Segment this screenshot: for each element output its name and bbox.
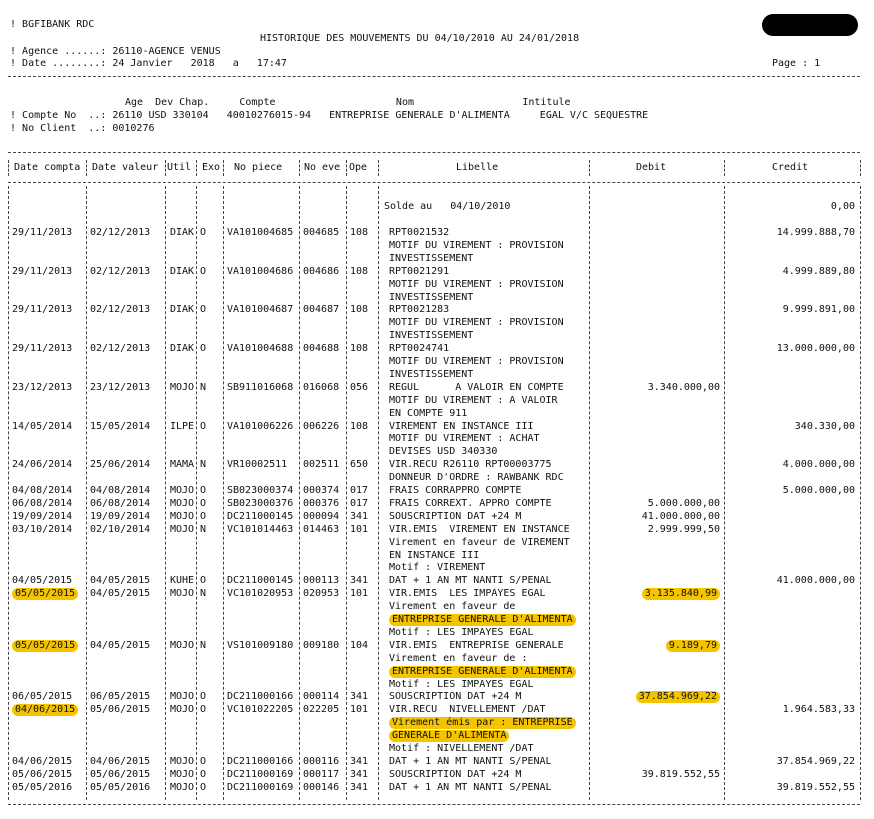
column-divider (724, 186, 725, 800)
row-libelle-line: DAT + 1 AN MT NANTI S/PENAL (389, 575, 552, 587)
row-no-eve: 000094 (303, 510, 340, 522)
row-ope: 341 (350, 755, 369, 767)
separator (8, 76, 860, 77)
row-no-piece: VA101004686 (227, 265, 294, 277)
row-exo: O (200, 485, 207, 496)
row-no-piece: DC211000166 (227, 691, 294, 703)
row-no-piece: DC211000145 (227, 575, 294, 587)
row-no-eve: 000376 (303, 497, 340, 509)
row-libelle-line: SOUSCRIPTION DAT +24 M (389, 691, 522, 703)
row-libelle-line: SOUSCRIPTION DAT +24 M (389, 510, 522, 522)
row-date-valeur: 02/12/2013 (90, 304, 151, 316)
row-no-piece: VA101004687 (227, 304, 294, 316)
solde-credit: 0,00 (830, 201, 855, 212)
row-util: DIAK (170, 265, 195, 277)
row-libelle-line: Motif : LES IMPAYES EGAL (389, 626, 534, 638)
row-exo: O (200, 704, 207, 716)
row-no-eve: 014463 (303, 523, 340, 535)
row-no-piece: VC101022205 (227, 704, 294, 716)
column-divider (196, 186, 197, 800)
row-debit: 9.189,79 (666, 640, 720, 652)
row-credit: 13.000.000,00 (776, 343, 855, 355)
row-debit: 3.340.000,00 (647, 381, 720, 393)
row-no-eve: 000116 (303, 755, 340, 767)
row-exo: O (200, 575, 207, 587)
row-exo: N (200, 523, 207, 535)
row-ope: 341 (350, 510, 369, 522)
row-libelle-line: VIR.EMIS ENTREPRISE GENERALE (389, 639, 564, 651)
row-date-compta: 19/09/2014 (12, 510, 73, 522)
row-libelle-line: RPT0024741 (389, 343, 450, 355)
row-exo: O (200, 781, 207, 793)
row-date-valeur: 02/12/2013 (90, 343, 151, 355)
separator (8, 804, 860, 805)
row-date-valeur: 02/12/2013 (90, 265, 151, 277)
row-util: DIAK (170, 343, 195, 355)
row-libelle-line: RPT0021532 (389, 227, 450, 238)
column-divider (346, 160, 347, 176)
row-date-valeur: 06/08/2014 (90, 497, 151, 509)
row-libelle-line: Motif : NIVELLEMENT /DAT (389, 743, 534, 754)
row-no-eve: 020953 (303, 588, 340, 600)
row-libelle-line: Motif : VIREMENT (389, 562, 486, 574)
row-date-compta: 29/11/2013 (12, 304, 73, 316)
row-ope: 108 (350, 227, 369, 238)
row-util: MOJO (170, 704, 195, 716)
column-divider (86, 160, 87, 176)
row-libelle-line: MOTIF DU VIREMENT : PROVISION (389, 239, 564, 251)
column-divider (860, 186, 861, 800)
row-no-piece: VC101020953 (227, 588, 294, 600)
row-util: MOJO (170, 755, 195, 767)
row-date-valeur: 06/05/2015 (90, 691, 151, 703)
row-ope: 108 (350, 420, 369, 432)
row-date-compta: 23/12/2013 (12, 381, 73, 393)
column-divider (165, 160, 166, 176)
row-no-eve: 000113 (303, 575, 340, 587)
row-ope: 017 (350, 497, 369, 509)
column-divider (860, 160, 861, 176)
row-libelle-line: Virement en faveur de (389, 601, 516, 613)
row-no-eve: 009180 (303, 639, 340, 651)
column-divider (8, 160, 9, 176)
row-date-valeur: 02/10/2014 (90, 523, 151, 535)
row-credit: 9.999.891,00 (782, 304, 855, 316)
row-date-valeur: 02/12/2013 (90, 227, 151, 238)
row-no-eve: 004687 (303, 304, 340, 316)
page-number: Page : 1 (772, 58, 821, 69)
row-exo: O (200, 691, 207, 703)
row-credit: 39.819.552,55 (776, 781, 855, 793)
row-no-piece: VR10002511 (227, 459, 288, 471)
row-date-valeur: 04/06/2015 (90, 755, 151, 767)
row-date-compta: 05/05/2015 (12, 640, 78, 652)
row-ope: 108 (350, 343, 369, 355)
row-ope: 101 (350, 588, 369, 600)
row-date-compta: 29/11/2013 (12, 343, 73, 355)
column-divider (346, 186, 347, 800)
row-no-eve: 004686 (303, 265, 340, 277)
column-divider (299, 186, 300, 800)
row-date-valeur: 04/05/2015 (90, 639, 151, 651)
row-libelle-line: INVESTISSEMENT (389, 330, 474, 342)
row-libelle-line: VIREMENT EN INSTANCE III (389, 420, 534, 432)
row-libelle-line: MOTIF DU VIREMENT : PROVISION (389, 278, 564, 290)
row-libelle-line: ENTREPRISE GENERALE D'ALIMENTA (389, 666, 576, 678)
row-util: MAMA (170, 459, 195, 471)
row-ope: 108 (350, 304, 369, 316)
row-libelle-line: FRAIS CORREXT. APPRO COMPTE (389, 497, 552, 509)
row-credit: 4.000.000,00 (782, 459, 855, 471)
row-ope: 341 (350, 575, 369, 587)
row-libelle-line: Virement en faveur de VIREMENT (389, 536, 570, 548)
row-credit: 41.000.000,00 (776, 575, 855, 587)
row-exo: O (200, 768, 207, 780)
row-libelle-line: VIR.EMIS VIREMENT EN INSTANCE (389, 523, 570, 535)
redacted-box (762, 14, 858, 36)
row-libelle-line: DAT + 1 AN MT NANTI S/PENAL (389, 755, 552, 767)
row-exo: O (200, 343, 207, 355)
row-date-valeur: 05/06/2015 (90, 768, 151, 780)
row-no-piece: SB023000374 (227, 485, 294, 496)
row-credit: 5.000.000,00 (782, 485, 855, 496)
row-no-eve: 000146 (303, 781, 340, 793)
row-no-eve: 004685 (303, 227, 340, 238)
row-ope: 108 (350, 265, 369, 277)
col-date-valeur: Date valeur (92, 162, 159, 173)
row-exo: N (200, 459, 207, 471)
row-date-compta: 14/05/2014 (12, 420, 73, 432)
column-divider (589, 160, 590, 176)
row-no-piece: VC101014463 (227, 523, 294, 535)
column-divider (299, 160, 300, 176)
row-date-valeur: 23/12/2013 (90, 381, 151, 393)
row-no-eve: 004688 (303, 343, 340, 355)
col-debit: Debit (636, 162, 667, 173)
row-util: MOJO (170, 523, 195, 535)
row-libelle-line: DONNEUR D'ORDRE : RAWBANK RDC (389, 472, 564, 484)
row-libelle-line: Motif : LES IMPAYES EGAL (389, 678, 534, 690)
row-debit: 41.000.000,00 (641, 510, 720, 522)
row-date-valeur: 19/09/2014 (90, 510, 151, 522)
column-divider (196, 160, 197, 176)
row-libelle-line: MOTIF DU VIREMENT : PROVISION (389, 356, 564, 367)
row-util: MOJO (170, 639, 195, 651)
row-date-compta: 04/05/2015 (12, 575, 73, 587)
row-debit: 5.000.000,00 (647, 497, 720, 509)
row-date-compta: 04/06/2015 (12, 704, 78, 716)
row-util: MOJO (170, 768, 195, 780)
row-libelle-line: MOTIF DU VIREMENT : PROVISION (389, 317, 564, 329)
separator (8, 182, 860, 183)
column-divider (724, 160, 725, 176)
row-date-compta: 06/05/2015 (12, 691, 73, 703)
row-date-compta: 29/11/2013 (12, 227, 73, 238)
row-no-eve: 016068 (303, 381, 340, 393)
col-util: Util (167, 162, 192, 173)
row-libelle-line: MOTIF DU VIREMENT : A VALOIR (389, 394, 558, 406)
row-libelle-line: VIR.RECU R26110 RPT00003775 (389, 459, 552, 471)
col-date-compta: Date compta (14, 162, 81, 173)
row-exo: N (200, 639, 207, 651)
row-credit: 340.330,00 (794, 420, 855, 432)
row-date-compta: 05/05/2016 (12, 781, 73, 793)
col-libelle: Libelle (456, 162, 499, 173)
row-debit: 2.999.999,50 (647, 523, 720, 535)
row-exo: O (200, 510, 207, 522)
row-no-piece: SB911016068 (227, 381, 294, 393)
row-exo: O (200, 420, 207, 432)
row-no-eve: 000117 (303, 768, 340, 780)
row-no-eve: 000374 (303, 485, 340, 496)
row-libelle-line: DEVISES USD 340330 (389, 446, 498, 458)
row-date-valeur: 05/05/2016 (90, 781, 151, 793)
row-no-piece: DC211000166 (227, 755, 294, 767)
row-libelle-line: RPT0021291 (389, 265, 450, 277)
row-libelle-line: SOUSCRIPTION DAT +24 M (389, 768, 522, 780)
date-line: ! Date ........: 24 Janvier 2018 a 17:47 (10, 58, 287, 69)
row-credit: 37.854.969,22 (776, 755, 855, 767)
column-divider (378, 186, 379, 800)
agence-line: ! Agence ......: 26110-AGENCE VENUS (10, 46, 221, 57)
account-labels: Age Dev Chap. Compte Nom Intitule (125, 97, 571, 108)
row-date-valeur: 05/06/2015 (90, 704, 151, 716)
row-date-valeur: 04/05/2015 (90, 588, 151, 600)
row-libelle-line: Virement en faveur de : (389, 652, 528, 664)
row-date-compta: 29/11/2013 (12, 265, 73, 277)
row-no-eve: 000114 (303, 691, 340, 703)
col-exo: Exo (202, 162, 221, 173)
row-no-piece: VS101009180 (227, 639, 294, 651)
row-exo: O (200, 265, 207, 277)
row-util: MOJO (170, 781, 195, 793)
account-client: ! No Client ..: 0010276 (10, 123, 155, 134)
column-divider (223, 160, 224, 176)
col-no-eve: No eve (304, 162, 341, 173)
row-ope: 017 (350, 485, 369, 496)
row-no-piece: VA101004685 (227, 227, 294, 238)
report-title: HISTORIQUE DES MOUVEMENTS DU 04/10/2010 AU 24/01/2018 (260, 33, 580, 44)
row-exo: O (200, 755, 207, 767)
row-exo: O (200, 497, 207, 509)
row-util: MOJO (170, 691, 195, 703)
row-libelle-line: INVESTISSEMENT (389, 252, 474, 264)
row-date-compta: 05/05/2015 (12, 588, 78, 600)
column-divider (165, 186, 166, 800)
row-ope: 341 (350, 781, 369, 793)
row-date-valeur: 15/05/2014 (90, 420, 151, 432)
column-divider (378, 160, 379, 176)
row-libelle-line: EN COMPTE 911 (389, 407, 468, 419)
row-ope: 650 (350, 459, 369, 471)
row-exo: N (200, 588, 207, 600)
row-no-eve: 022205 (303, 704, 340, 716)
row-libelle-line: VIR.EMIS LES IMPAYES EGAL (389, 588, 546, 600)
column-divider (86, 186, 87, 800)
row-date-compta: 06/08/2014 (12, 497, 73, 509)
row-libelle-line: EN INSTANCE III (389, 549, 480, 561)
row-date-valeur: 04/08/2014 (90, 485, 151, 496)
column-divider (223, 186, 224, 800)
row-util: MOJO (170, 588, 195, 600)
col-credit: Credit (772, 162, 809, 173)
row-date-compta: 24/06/2014 (12, 459, 73, 471)
row-libelle-line: VIR.RECU NIVELLEMENT /DAT (389, 704, 546, 716)
row-debit: 3.135.840,99 (642, 588, 720, 600)
row-util: DIAK (170, 304, 195, 316)
row-ope: 056 (350, 381, 369, 393)
row-date-compta: 04/08/2014 (12, 485, 73, 496)
row-libelle-line: GENERALE D'ALIMENTA (389, 730, 509, 742)
row-libelle-line: INVESTISSEMENT (389, 291, 474, 303)
row-no-piece: VA101006226 (227, 420, 294, 432)
row-exo: O (200, 304, 207, 316)
row-util: MOJO (170, 381, 195, 393)
row-no-piece: DC211000169 (227, 768, 294, 780)
row-no-eve: 006226 (303, 420, 340, 432)
column-divider (589, 186, 590, 800)
row-util: DIAK (170, 227, 195, 238)
separator (8, 152, 860, 153)
row-ope: 341 (350, 768, 369, 780)
account-compte: ! Compte No ..: 26110 USD 330104 40010276015-94 ENTREPRISE GENERALE D'ALIMENTA EGAL V/C SEQUESTRE (10, 110, 649, 121)
row-credit: 4.999.889,80 (782, 265, 855, 277)
row-date-valeur: 04/05/2015 (90, 575, 151, 587)
row-libelle-line: Virement émis par : ENTREPRISE (389, 717, 576, 729)
row-date-valeur: 25/06/2014 (90, 459, 151, 471)
row-libelle-line: DAT + 1 AN MT NANTI S/PENAL (389, 781, 552, 793)
row-credit: 1.964.583,33 (782, 704, 855, 716)
row-credit: 14.999.888,70 (776, 227, 855, 238)
row-debit: 39.819.552,55 (641, 768, 720, 780)
row-libelle-line: MOTIF DU VIREMENT : ACHAT (389, 433, 540, 445)
row-exo: O (200, 227, 207, 238)
row-ope: 101 (350, 523, 369, 535)
col-ope: Ope (349, 162, 368, 173)
row-debit: 37.854.969,22 (636, 691, 720, 703)
row-util: KUHE (170, 575, 195, 587)
column-divider (8, 186, 9, 800)
row-libelle-line: INVESTISSEMENT (389, 368, 474, 380)
row-date-compta: 03/10/2014 (12, 523, 73, 535)
row-ope: 101 (350, 704, 369, 716)
row-libelle-line: RPT0021283 (389, 304, 450, 316)
row-ope: 104 (350, 639, 369, 651)
row-util: MOJO (170, 510, 195, 522)
row-no-piece: SB023000376 (227, 497, 294, 509)
row-exo: N (200, 381, 207, 393)
row-util: ILPE (170, 420, 195, 432)
row-libelle-line: FRAIS CORRAPPRO COMPTE (389, 485, 522, 496)
row-ope: 341 (350, 691, 369, 703)
row-libelle-line: ENTREPRISE GENERALE D'ALIMENTA (389, 614, 576, 626)
row-no-piece: VA101004688 (227, 343, 294, 355)
row-date-compta: 04/06/2015 (12, 755, 73, 767)
row-no-piece: DC211000169 (227, 781, 294, 793)
row-date-compta: 05/06/2015 (12, 768, 73, 780)
row-util: MOJO (170, 497, 195, 509)
solde-label: Solde au 04/10/2010 (384, 201, 511, 212)
col-no-piece: No piece (234, 162, 283, 173)
row-no-eve: 002511 (303, 459, 340, 471)
bank-name: ! BGFIBANK RDC (10, 19, 95, 30)
row-no-piece: DC211000145 (227, 510, 294, 522)
row-libelle-line: REGUL A VALOIR EN COMPTE (389, 381, 564, 393)
row-util: MOJO (170, 485, 195, 496)
